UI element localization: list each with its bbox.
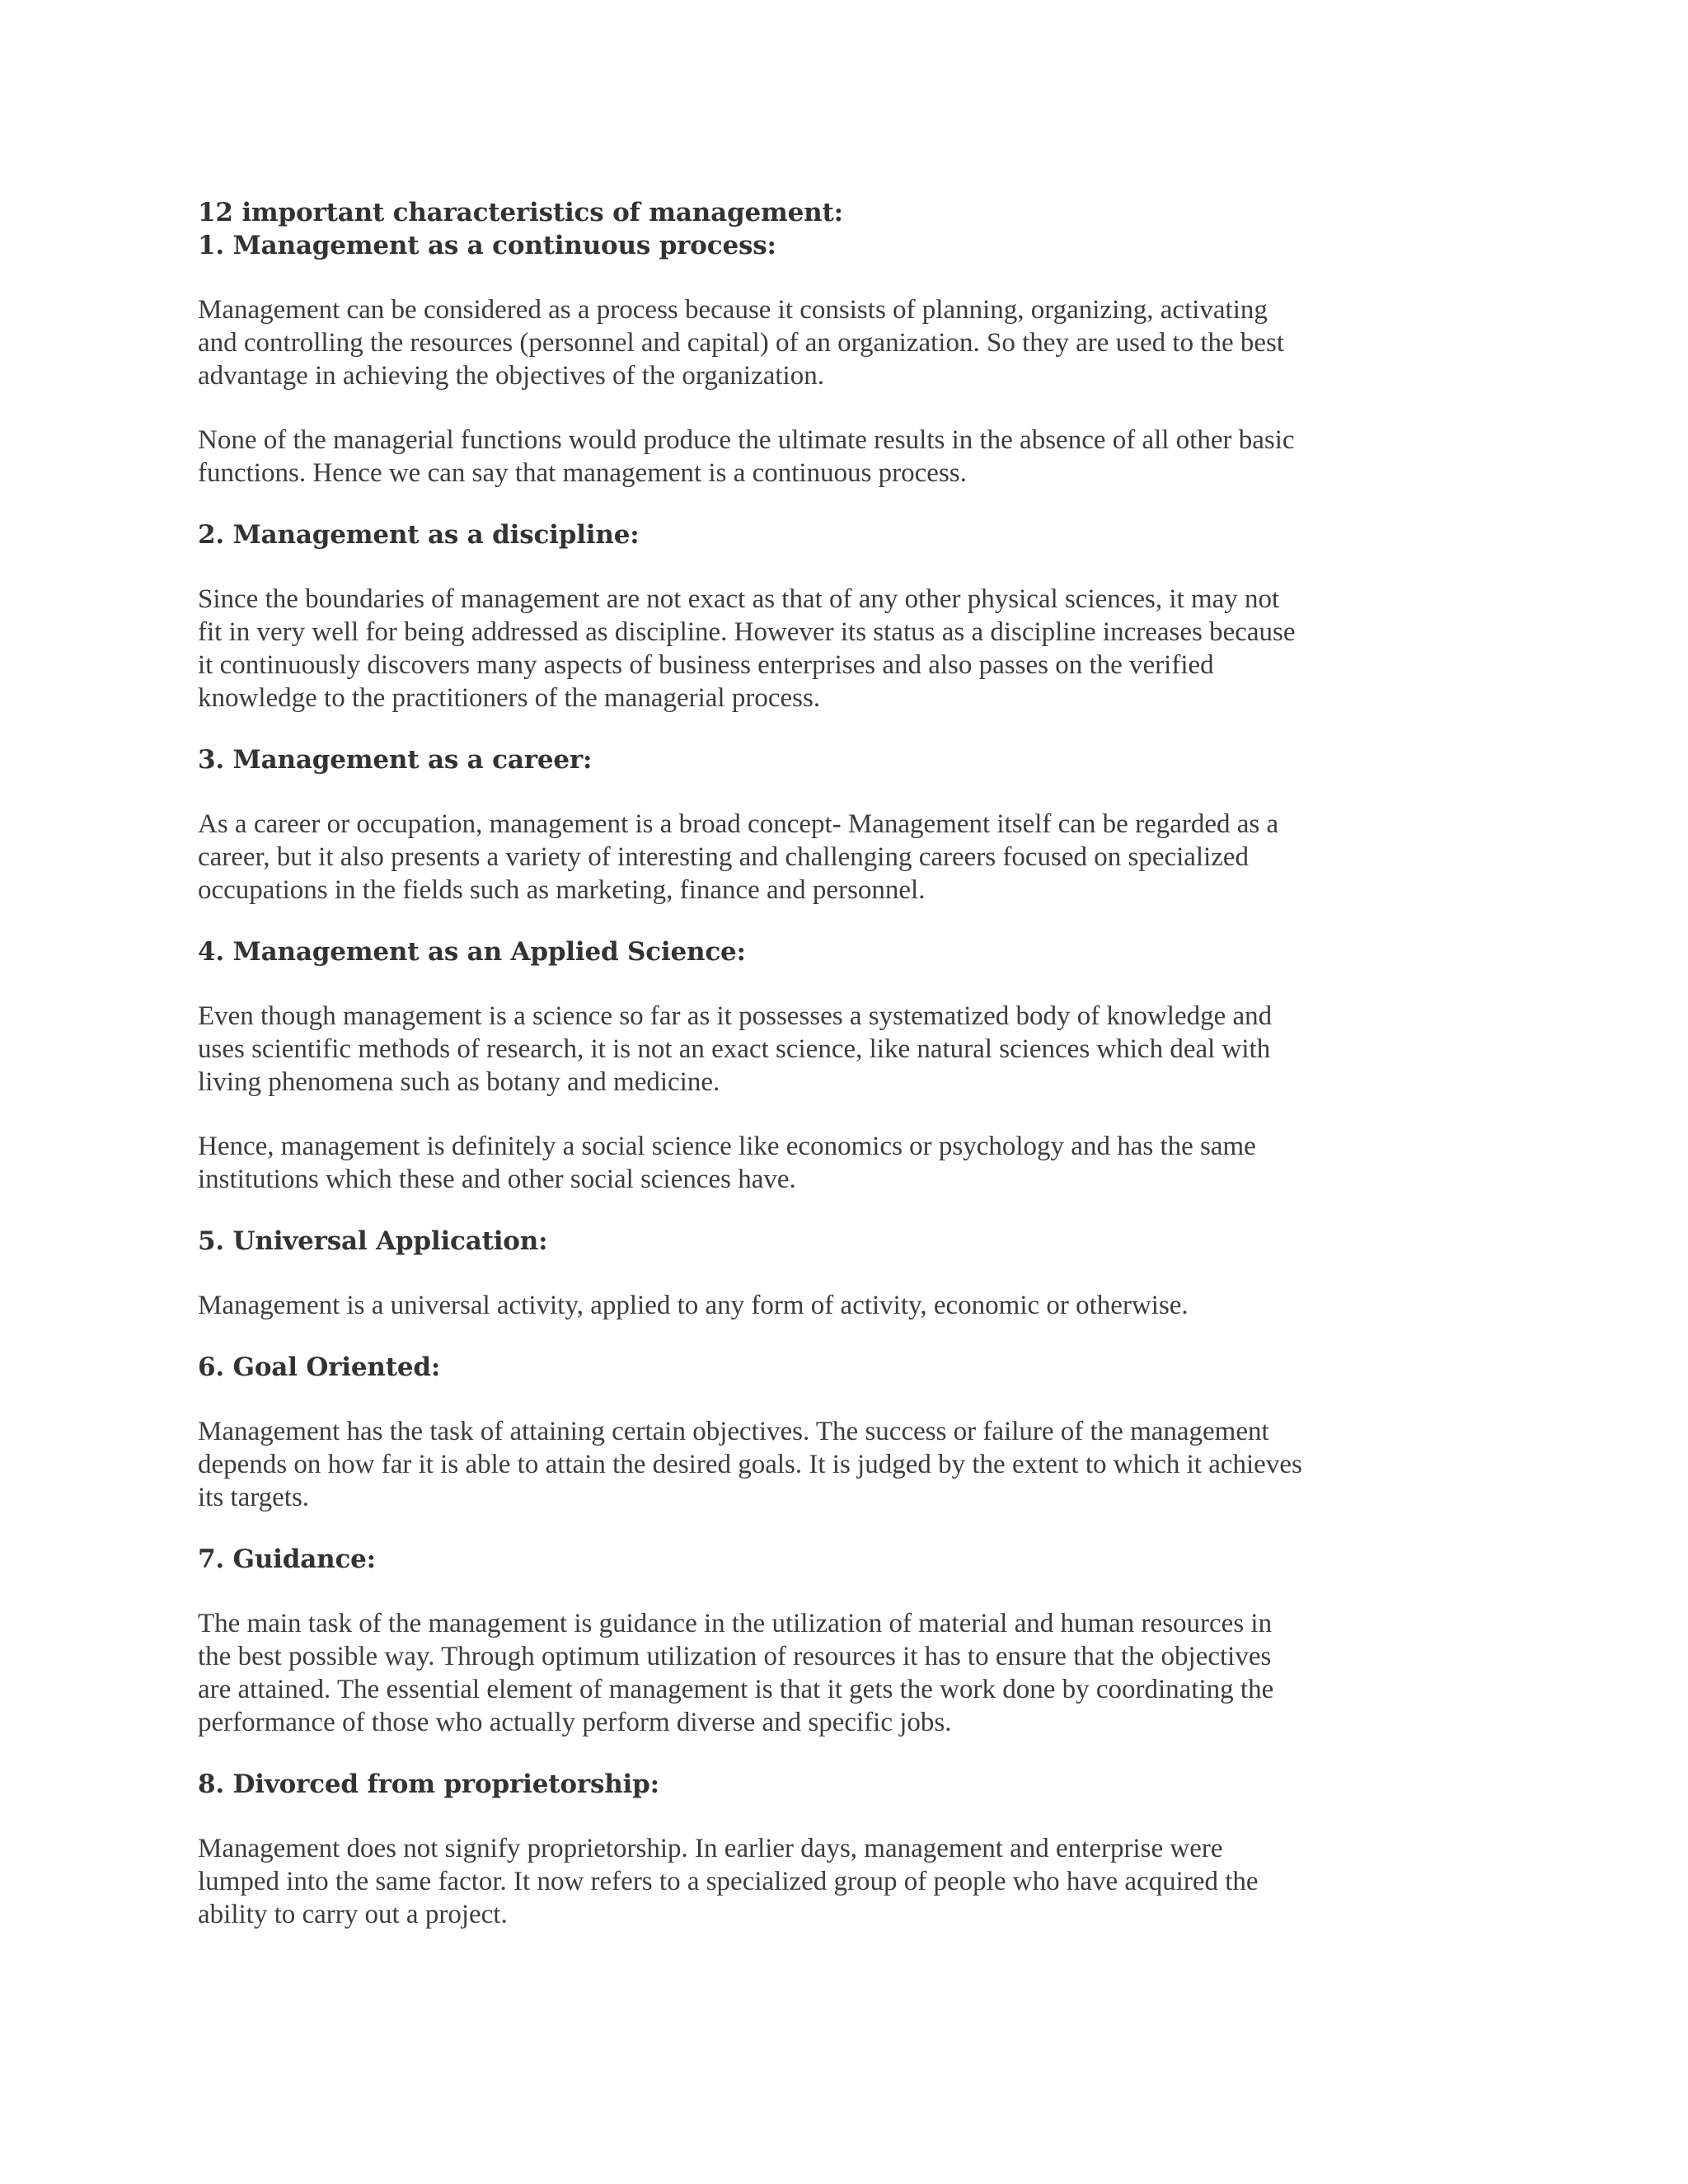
paragraph-line: Management can be considered as a process because it consists of planning, organizing, activating [198, 295, 1268, 325]
section-5 [198, 1225, 1517, 1322]
section-heading: 5. Universal Application: [198, 1226, 548, 1256]
paragraph-line: Since the boundaries of management are not exact as that of any other physical sciences, it may not [198, 584, 1280, 614]
section-heading: 4. Management as an Applied Science: [198, 937, 746, 967]
paragraph-line: institutions which these and other social sciences have. [198, 1165, 796, 1194]
section-heading: 3. Management as a career: [198, 745, 593, 775]
document-page [198, 196, 1517, 1931]
section-heading: 7. Guidance: [198, 1544, 376, 1574]
section-7 [198, 1543, 1517, 1739]
paragraph [198, 583, 1517, 715]
paragraph-line: Management has the task of attaining certain objectives. The success or failure of the management [198, 1417, 1269, 1446]
section-heading: 2. Management as a discipline: [198, 520, 640, 550]
section-6 [198, 1351, 1517, 1514]
paragraph-line: it continuously discovers many aspects of business enterprises and also passes on the verified [198, 650, 1214, 680]
paragraph-line: functions. Hence we can say that management is a continuous process. [198, 458, 967, 488]
section-heading: 1. Management as a continuous process: [198, 231, 776, 260]
paragraph-line: performance of those who actually perform diverse and specific jobs. [198, 1708, 952, 1737]
paragraph-line: living phenomena such as botany and medicine. [198, 1067, 720, 1097]
paragraph-line: Hence, management is definitely a social science like economics or psychology and has the same [198, 1132, 1256, 1161]
section-4 [198, 935, 1517, 1196]
paragraph-line: and controlling the resources (personnel and capital) of an organization. So they are used to the best [198, 328, 1285, 358]
document-title: 12 important characteristics of management: [198, 198, 843, 227]
section-heading: 6. Goal Oriented: [198, 1352, 441, 1382]
paragraph-line: Management does not signify proprietorship. In earlier days, management and enterprise were [198, 1834, 1223, 1863]
paragraph-line: depends on how far it is able to attain the desired goals. It is judged by the extent to which it achieves [198, 1450, 1302, 1479]
paragraph-line: lumped into the same factor. It now refers to a specialized group of people who have acquired the [198, 1867, 1259, 1896]
paragraph-line: Management is a universal activity, applied to any form of activity, economic or otherwise. [198, 1291, 1189, 1320]
sections-container [198, 229, 1517, 1931]
paragraph-line: The main task of the management is guidance in the utilization of material and human resources in [198, 1609, 1273, 1638]
paragraph-line: advantage in achieving the objectives of the organization. [198, 361, 824, 391]
section-3 [198, 743, 1517, 907]
paragraph [198, 1832, 1517, 1931]
paragraph-line: ability to carry out a project. [198, 1900, 508, 1929]
paragraph-line: its targets. [198, 1483, 310, 1512]
paragraph-line: uses scientific methods of research, it is not an exact science, like natural sciences which deal with [198, 1034, 1271, 1064]
paragraph [198, 1130, 1517, 1196]
section-1 [198, 229, 1517, 490]
section-2 [198, 518, 1517, 715]
paragraph [198, 1000, 1517, 1099]
paragraph-line: knowledge to the practitioners of the managerial process. [198, 683, 821, 713]
paragraph [198, 1607, 1517, 1739]
paragraph-line: occupations in the fields such as marketing, finance and personnel. [198, 875, 926, 905]
paragraph-line: career, but it also presents a variety of interesting and challenging careers focused on specialized [198, 842, 1250, 872]
paragraph [198, 1415, 1517, 1514]
paragraph-line: are attained. The essential element of management is that it gets the work done by coordinating the [198, 1675, 1274, 1704]
paragraph-line: fit in very well for being addressed as discipline. However its status as a discipline increases because [198, 617, 1296, 647]
section-8 [198, 1768, 1517, 1931]
paragraph-line: As a career or occupation, management is a broad concept- Management itself can be regarded as a [198, 809, 1279, 839]
paragraph [198, 1289, 1517, 1322]
paragraph-line: None of the managerial functions would produce the ultimate results in the absence of all other basic [198, 425, 1295, 455]
paragraph [198, 293, 1517, 392]
section-heading: 8. Divorced from proprietorship: [198, 1769, 659, 1799]
paragraph-line: Even though management is a science so far as it possesses a systematized body of knowledge and [198, 1001, 1273, 1031]
paragraph [198, 424, 1517, 490]
paragraph [198, 808, 1517, 907]
paragraph-line: the best possible way. Through optimum utilization of resources it has to ensure that the objectives [198, 1642, 1272, 1671]
